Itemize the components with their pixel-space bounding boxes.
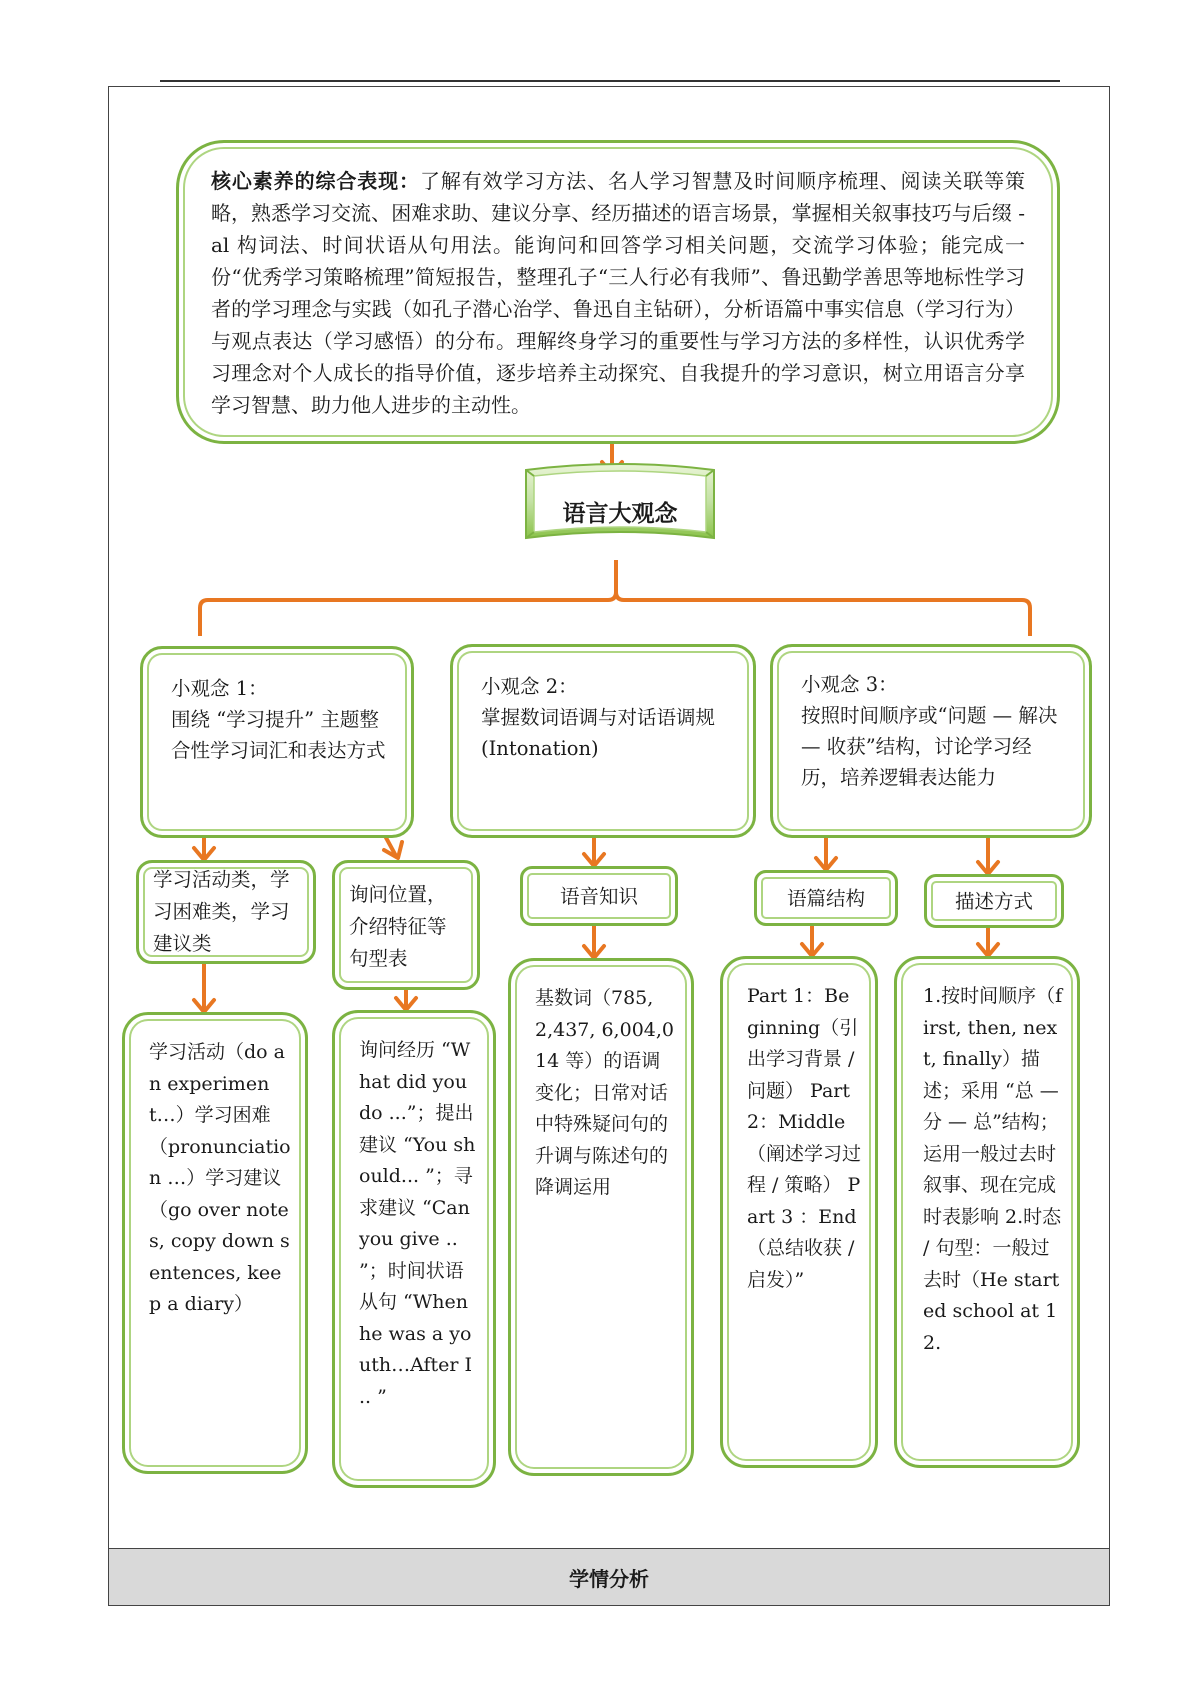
category-description-method: 描述方式	[924, 874, 1064, 928]
concept-box-3	[770, 644, 1092, 838]
detail-vocabulary: 学习活动（do an experiment…）学习困难（pronunciation …）学习建议（go over notes, copy down sentences, keep a diary）	[122, 1012, 308, 1474]
brace-line	[200, 560, 1030, 636]
section-heading-learner-analysis: 学情分析	[108, 1548, 1110, 1606]
concept-2-text: 掌握数词语调与对话语调规(Intonation)	[481, 706, 716, 760]
detail-phonetics: 基数词（785, 2,437, 6,004,014 等）的语调变化；日常对话中特殊疑问句的升调与陈述句的降调运用	[508, 958, 694, 1476]
core-competency-box	[176, 140, 1060, 444]
detail-sentence-patterns: 询问经历 “What did you do ...”；提出建议 “You should... ”；寻求建议 “Can you give .. ”；时间状语从句 “When he was a youth…After I .. ”	[332, 1010, 496, 1488]
category-sentence-patterns: 询问位置，介绍特征等句型表	[332, 860, 480, 990]
concept-box-1	[140, 646, 414, 838]
detail-discourse-structure: Part 1：Beginning（引出学习背景 / 问题） Part 2：Middle（阐述学习过程 / 策略） Part 3 ：End（总结收获 / 启发）”	[720, 956, 878, 1468]
category-vocabulary: 学习活动类，学习困难类，学习建议类	[136, 860, 316, 964]
category-phonetics: 语音知识	[520, 866, 678, 926]
category-discourse-structure: 语篇结构	[754, 870, 898, 926]
concept-2-title: 小观念 2：	[481, 675, 578, 698]
concept-1-text: 围绕 “学习提升” 主题整合性学习词汇和表达方式	[171, 708, 386, 762]
banner-title: 语言大观念	[562, 500, 678, 527]
concept-3-title: 小观念 3：	[801, 673, 898, 696]
concept-box-2	[450, 644, 756, 838]
core-label: 核心素养的综合表现：	[211, 169, 420, 193]
core-text: 了解有效学习方法、名人学习智慧及时间顺序梳理、阅读关联等策略，熟悉学习交流、困难求助、建议分享、经历描述的语言场景，掌握相关叙事技巧与后缀 -al 构词法、时间状语从句用法。能询问和回答学习相关问题，交流学习体验；能完成一份“优秀学习策略梳理”简短报告，整理孔子“三人行必有我师”、鲁迅勤学善思等地标性学习者的学习理念与实践（如孔子潜心治学、鲁迅自主钻研），分析语篇中事实信息（学习行为）与观点表达（学习感悟）的分布。理解终身学习的重要性与学习方法的多样性，认识优秀学习理念对个人成长的指导价值，逐步培养主动探究、自我提升的学习意识，树立用语言分享学习智慧、助力他人进步的主动性。	[211, 169, 1026, 417]
concept-3-text: 按照时间顺序或“问题 — 解决 — 收获”结构，讨论学习经历，培养逻辑表达能力	[801, 704, 1058, 789]
detail-description-method: 1.按时间顺序（first, then, next, finally）描述；采用 “总 — 分 — 总”结构；运用一般过去时叙事、现在完成时表影响 2.时态 / 句型：一般过去时（He started school at 12.	[894, 956, 1080, 1468]
concept-1-title: 小观念 1：	[171, 677, 268, 700]
